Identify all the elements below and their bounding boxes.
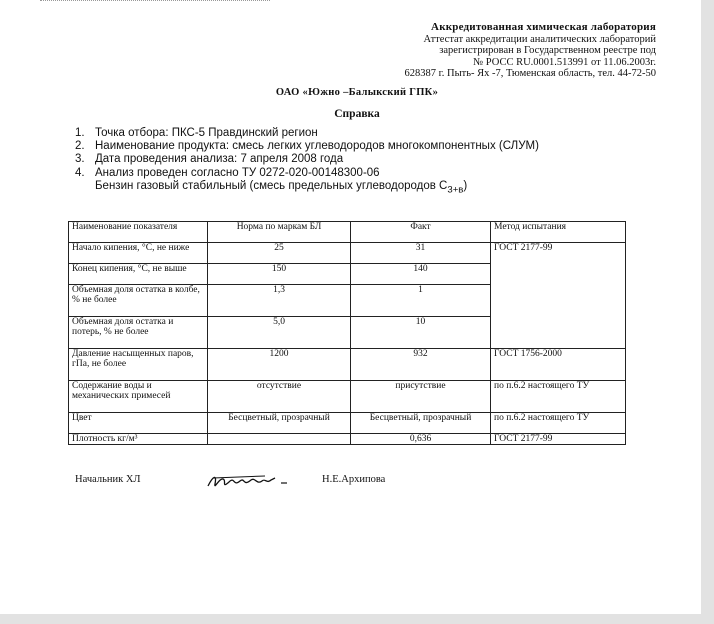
header-parameter: Наименование показателя <box>69 222 208 243</box>
scan-bottom-edge <box>0 614 714 624</box>
cell-norm <box>208 434 351 445</box>
item-text: Наименование продукта: смесь легких углеводородов многокомпонентных (СЛУМ) <box>95 140 539 153</box>
item-text: Точка отбора: ПКС-5 Правдинский регион <box>95 127 318 139</box>
document-title: Справка <box>334 108 380 120</box>
cell-norm: Бесцветный, прозрачный <box>208 413 351 434</box>
cell-fact: Бесцветный, прозрачный <box>351 413 491 434</box>
lab-header <box>276 22 656 80</box>
cell-method: по п.6.2 настоящего ТУ <box>491 413 626 434</box>
cell-parameter: Плотность кг/м³ <box>69 434 208 445</box>
cell-parameter: Давление насыщенных паров, гПа, не более <box>69 349 208 381</box>
item-number: 4. <box>75 166 85 179</box>
table-row <box>69 243 626 264</box>
cell-method: ГОСТ 2177-99 <box>491 434 626 445</box>
cell-norm: 5,0 <box>208 317 351 349</box>
lab-address: 628387 г. Пыть- Ях -7, Тюменская область, тел. 44-72-50 <box>404 68 656 80</box>
cell-method: ГОСТ 1756-2000 <box>491 349 626 381</box>
info-item-product-type <box>75 180 645 197</box>
info-item-product <box>75 140 645 153</box>
cell-method: ГОСТ 2177-99 <box>491 243 626 349</box>
cell-fact: 932 <box>351 349 491 381</box>
cell-parameter: Начало кипения, °С, не ниже <box>69 243 208 264</box>
cell-norm: отсутствие <box>208 381 351 413</box>
cell-norm: 150 <box>208 264 351 285</box>
lab-certificate-number: № РОСС RU.0001.513991 от 11.06.2003г. <box>473 56 656 68</box>
header-norm: Норма по маркам БЛ <box>208 222 351 243</box>
table-row <box>69 381 626 413</box>
cell-fact: 1 <box>351 285 491 317</box>
cell-parameter: Объемная доля остатка в колбе, % не более <box>69 285 208 317</box>
table-row <box>69 349 626 381</box>
signature-row <box>75 470 475 494</box>
signatory-position: Начальник ХЛ <box>75 474 141 485</box>
header-method: Метод испытания <box>491 222 626 243</box>
handwritten-signature <box>205 470 300 494</box>
results-table <box>68 221 626 445</box>
item-text: Дата проведения анализа: 7 апреля 2008 года <box>95 153 344 166</box>
product-type-close: ) <box>463 179 468 192</box>
item-number: 3. <box>75 153 85 166</box>
table-row <box>69 413 626 434</box>
lab-title: Аккредитованная химическая лаборатория <box>431 21 656 33</box>
product-type-text: Бензин газовый стабильный (смесь предельных углеводородов С <box>95 179 448 192</box>
cell-parameter: Цвет <box>69 413 208 434</box>
info-item-date <box>75 153 645 166</box>
cell-parameter: Объемная доля остатка и потерь, % не более <box>69 317 208 349</box>
cell-norm: 25 <box>208 243 351 264</box>
item-text: Анализ проведен согласно ТУ 0272-020-00148300-06 <box>95 166 380 179</box>
cell-norm: 1200 <box>208 349 351 381</box>
info-list <box>75 127 645 196</box>
item-number: 2. <box>75 140 85 153</box>
cell-parameter: Конец кипения, °С, не выше <box>69 264 208 285</box>
table-header-row <box>69 222 626 243</box>
cell-parameter: Содержание воды и механических примесей <box>69 381 208 413</box>
cell-method: по п.6.2 настоящего ТУ <box>491 381 626 413</box>
table-row <box>69 434 626 445</box>
company-name: ОАО «Южно –Балыкский ГПК» <box>275 87 439 98</box>
cell-fact: 10 <box>351 317 491 349</box>
product-type-subscript: 3+в <box>447 184 464 196</box>
item-number: 1. <box>75 127 85 139</box>
header-fact: Факт <box>351 222 491 243</box>
info-item-standard <box>75 167 645 180</box>
info-item-sampling-point <box>75 127 645 140</box>
scan-top-artifact <box>40 0 270 4</box>
cell-fact: присутствие <box>351 381 491 413</box>
cell-fact: 140 <box>351 264 491 285</box>
cell-fact: 31 <box>351 243 491 264</box>
signatory-name: Н.Е.Архипова <box>322 474 386 485</box>
cell-norm: 1,3 <box>208 285 351 317</box>
lab-registry-line: зарегистрирован в Государственном реестре под <box>439 45 656 57</box>
cell-fact: 0,636 <box>351 434 491 445</box>
lab-accreditation-line: Аттестат аккредитации аналитических лабораторий <box>423 33 656 45</box>
